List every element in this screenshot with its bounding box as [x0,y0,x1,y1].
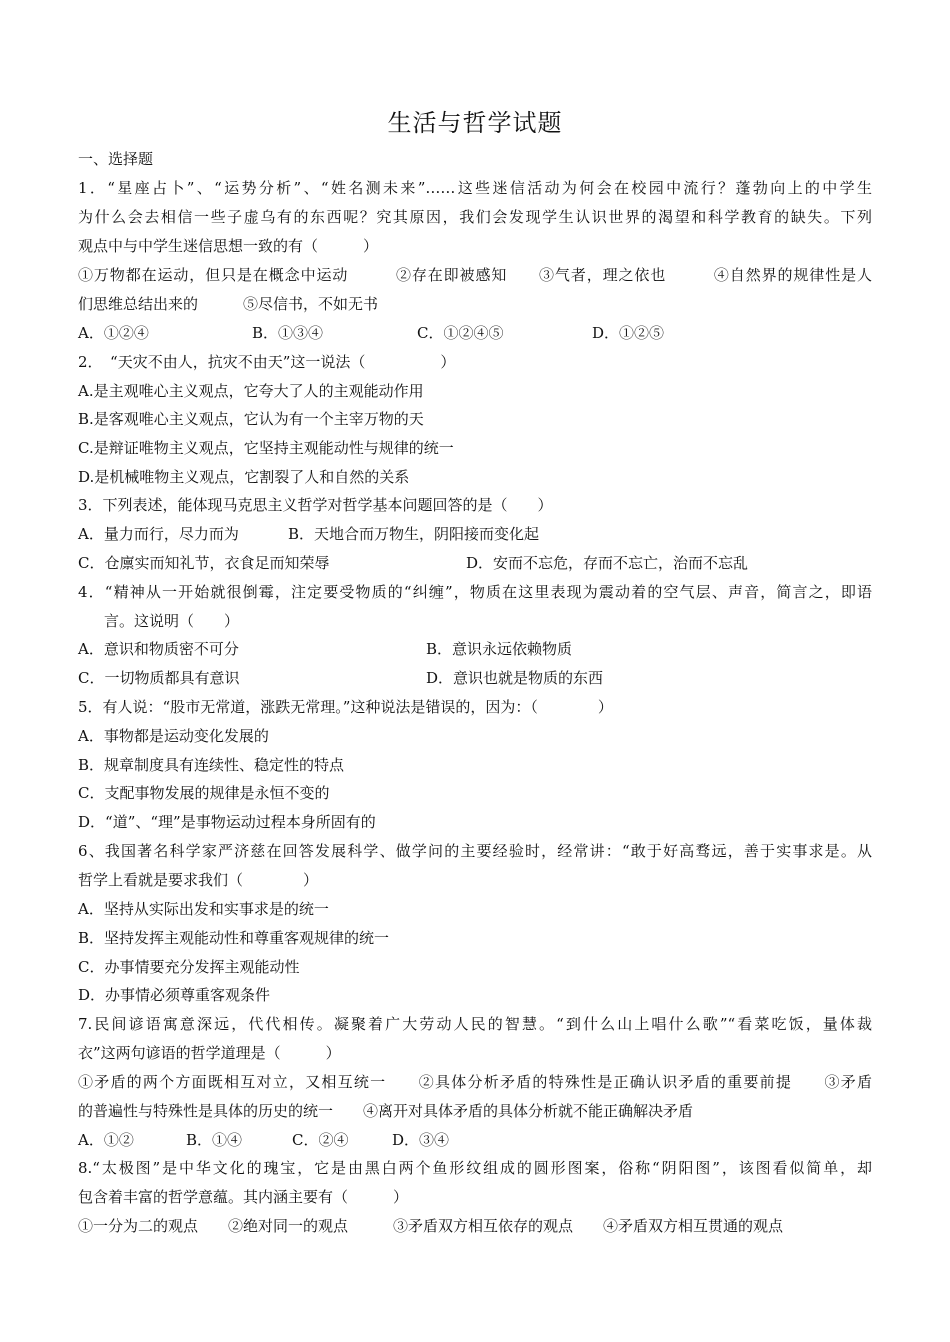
q1-stem-line-1: 1．“星座占卜”、“运势分析”、“姓名测未来”……这些迷信活动为何会在校园中流行？蓬勃向上的中学生 [78,179,872,197]
q4-option-b: B．意识永远依赖物质 [426,640,573,658]
q3-option-d: D．安而不忘危，存而不忘亡，治而不忘乱 [466,554,749,572]
q2-option-b: B.是客观唯心主义观点，它认为有一个主宰万物的天 [78,410,424,428]
q7-option-b: B．①④ [186,1131,243,1149]
q8-items-line-1: ①一分为二的观点 ②绝对同一的观点 ③矛盾双方相互依存的观点 ④矛盾双方相互贯通的观点 [78,1217,784,1235]
q6-option-d: D．办事情必须尊重客观条件 [78,986,271,1004]
q7-stem-line-2: 衣”这两句谚语的哲学道理是（ ） [78,1044,341,1062]
q2-option-c: C.是辩证唯物主义观点，它坚持主观能动性与规律的统一 [78,439,454,457]
q4-option-d: D．意识也就是物质的东西 [426,669,604,687]
q8-stem-line-2: 包含着丰富的哲学意蕴。其内涵主要有（ ） [78,1188,409,1206]
q1-stem-line-3: 观点中与中学生迷信思想一致的有（ ） [78,237,379,255]
q7-items-line-2: 的普遍性与特殊性是具体的历史的统一 ④离开对具体矛盾的具体分析就不能正确解决矛盾 [78,1102,694,1120]
q4-option-a: A．意识和物质密不可分 [78,640,239,658]
q5-option-c: C．支配事物发展的规律是永恒不变的 [78,784,330,802]
q6-option-c: C．办事情要充分发挥主观能动性 [78,958,300,976]
q3-option-c: C．仓廪实而知礼节，衣食足而知荣辱 [78,554,330,572]
q5-option-d: D．“道”、“理”是事物运动过程本身所固有的 [78,813,376,831]
q8-stem-line-1: 8.“太极图”是中华文化的瑰宝，它是由黑白两个鱼形纹组成的圆形图案，俗称“阴阳图”，该图看似简单，却 [78,1159,872,1177]
q6-option-a: A．坚持从实际出发和实事求是的统一 [78,900,329,918]
q5-option-b: B．规章制度具有连续性、稳定性的特点 [78,756,345,774]
q4-stem-line-1: 4．“精神从一开始就很倒霉，注定要受物质的“纠缠”，物质在这里表现为震动着的空气层、声音，简言之，即语 [78,583,872,601]
q1-option-d: D．①②⑤ [592,324,665,342]
q7-option-c: C．②④ [292,1131,349,1149]
q3-option-b: B．天地合而万物生，阴阳接而变化起 [288,525,540,543]
q2-option-d: D.是机械唯物主义观点，它割裂了人和自然的关系 [78,468,410,486]
q4-stem-line-2: 言。这说明（ ） [104,612,240,630]
q5-stem: 5．有人说：“股市无常道，涨跌无常理。”这种说法是错误的，因为：（ ） [78,698,613,716]
q2-option-a: A.是主观唯心主义观点，它夸大了人的主观能动作用 [78,382,424,400]
q1-option-b: B．①③④ [252,324,324,342]
q7-option-d: D．③④ [392,1131,450,1149]
q4-option-c: C．一切物质都具有意识 [78,669,240,687]
q1-option-a: A．①②④ [78,324,149,342]
page-title: 生活与哲学试题 [387,109,563,137]
q6-stem-line-2: 哲学上看就是要求我们（ ） [78,871,319,889]
q6-option-b: B．坚持发挥主观能动性和尊重客观规律的统一 [78,929,390,947]
q1-stem-line-2: 为什么会去相信一些子虚乌有的东西呢？究其原因，我们会发现学生认识世界的渴望和科学教育的缺失。下列 [78,208,872,226]
q3-stem: 3．下列表述，能体现马克思主义哲学对哲学基本问题回答的是（ ） [78,496,553,514]
q2-stem: 2． “天灾不由人，抗灾不由天”这一说法（ ） [78,353,456,371]
q1-option-c: C．①②④⑤ [417,324,504,342]
q3-option-a: A．量力而行，尽力而为 [78,525,239,543]
q5-option-a: A．事物都是运动变化发展的 [78,727,269,745]
q1-items-line-1: ①万物都在运动，但只是在概念中运动 ②存在即被感知 ③气者，理之依也 ④自然界的规律性是人 [78,266,872,284]
q1-items-line-2: 们思维总结出来的 ⑤尽信书，不如无书 [78,295,379,313]
q7-option-a: A．①② [78,1131,134,1149]
section-heading: 一、选择题 [78,150,154,168]
q7-items-line-1: ①矛盾的两个方面既相互对立，又相互统一 ②具体分析矛盾的特殊性是正确认识矛盾的重要前提 ③矛盾 [78,1073,872,1091]
q7-stem-line-1: 7.民间谚语寓意深远，代代相传。凝聚着广大劳动人民的智慧。“到什么山上唱什么歌”“看菜吃饭，量体裁 [78,1015,872,1033]
q6-stem-line-1: 6、我国著名科学家严济慈在回答发展科学、做学问的主要经验时，经常讲：“敢于好高骛远，善于实事求是。从 [78,842,872,860]
